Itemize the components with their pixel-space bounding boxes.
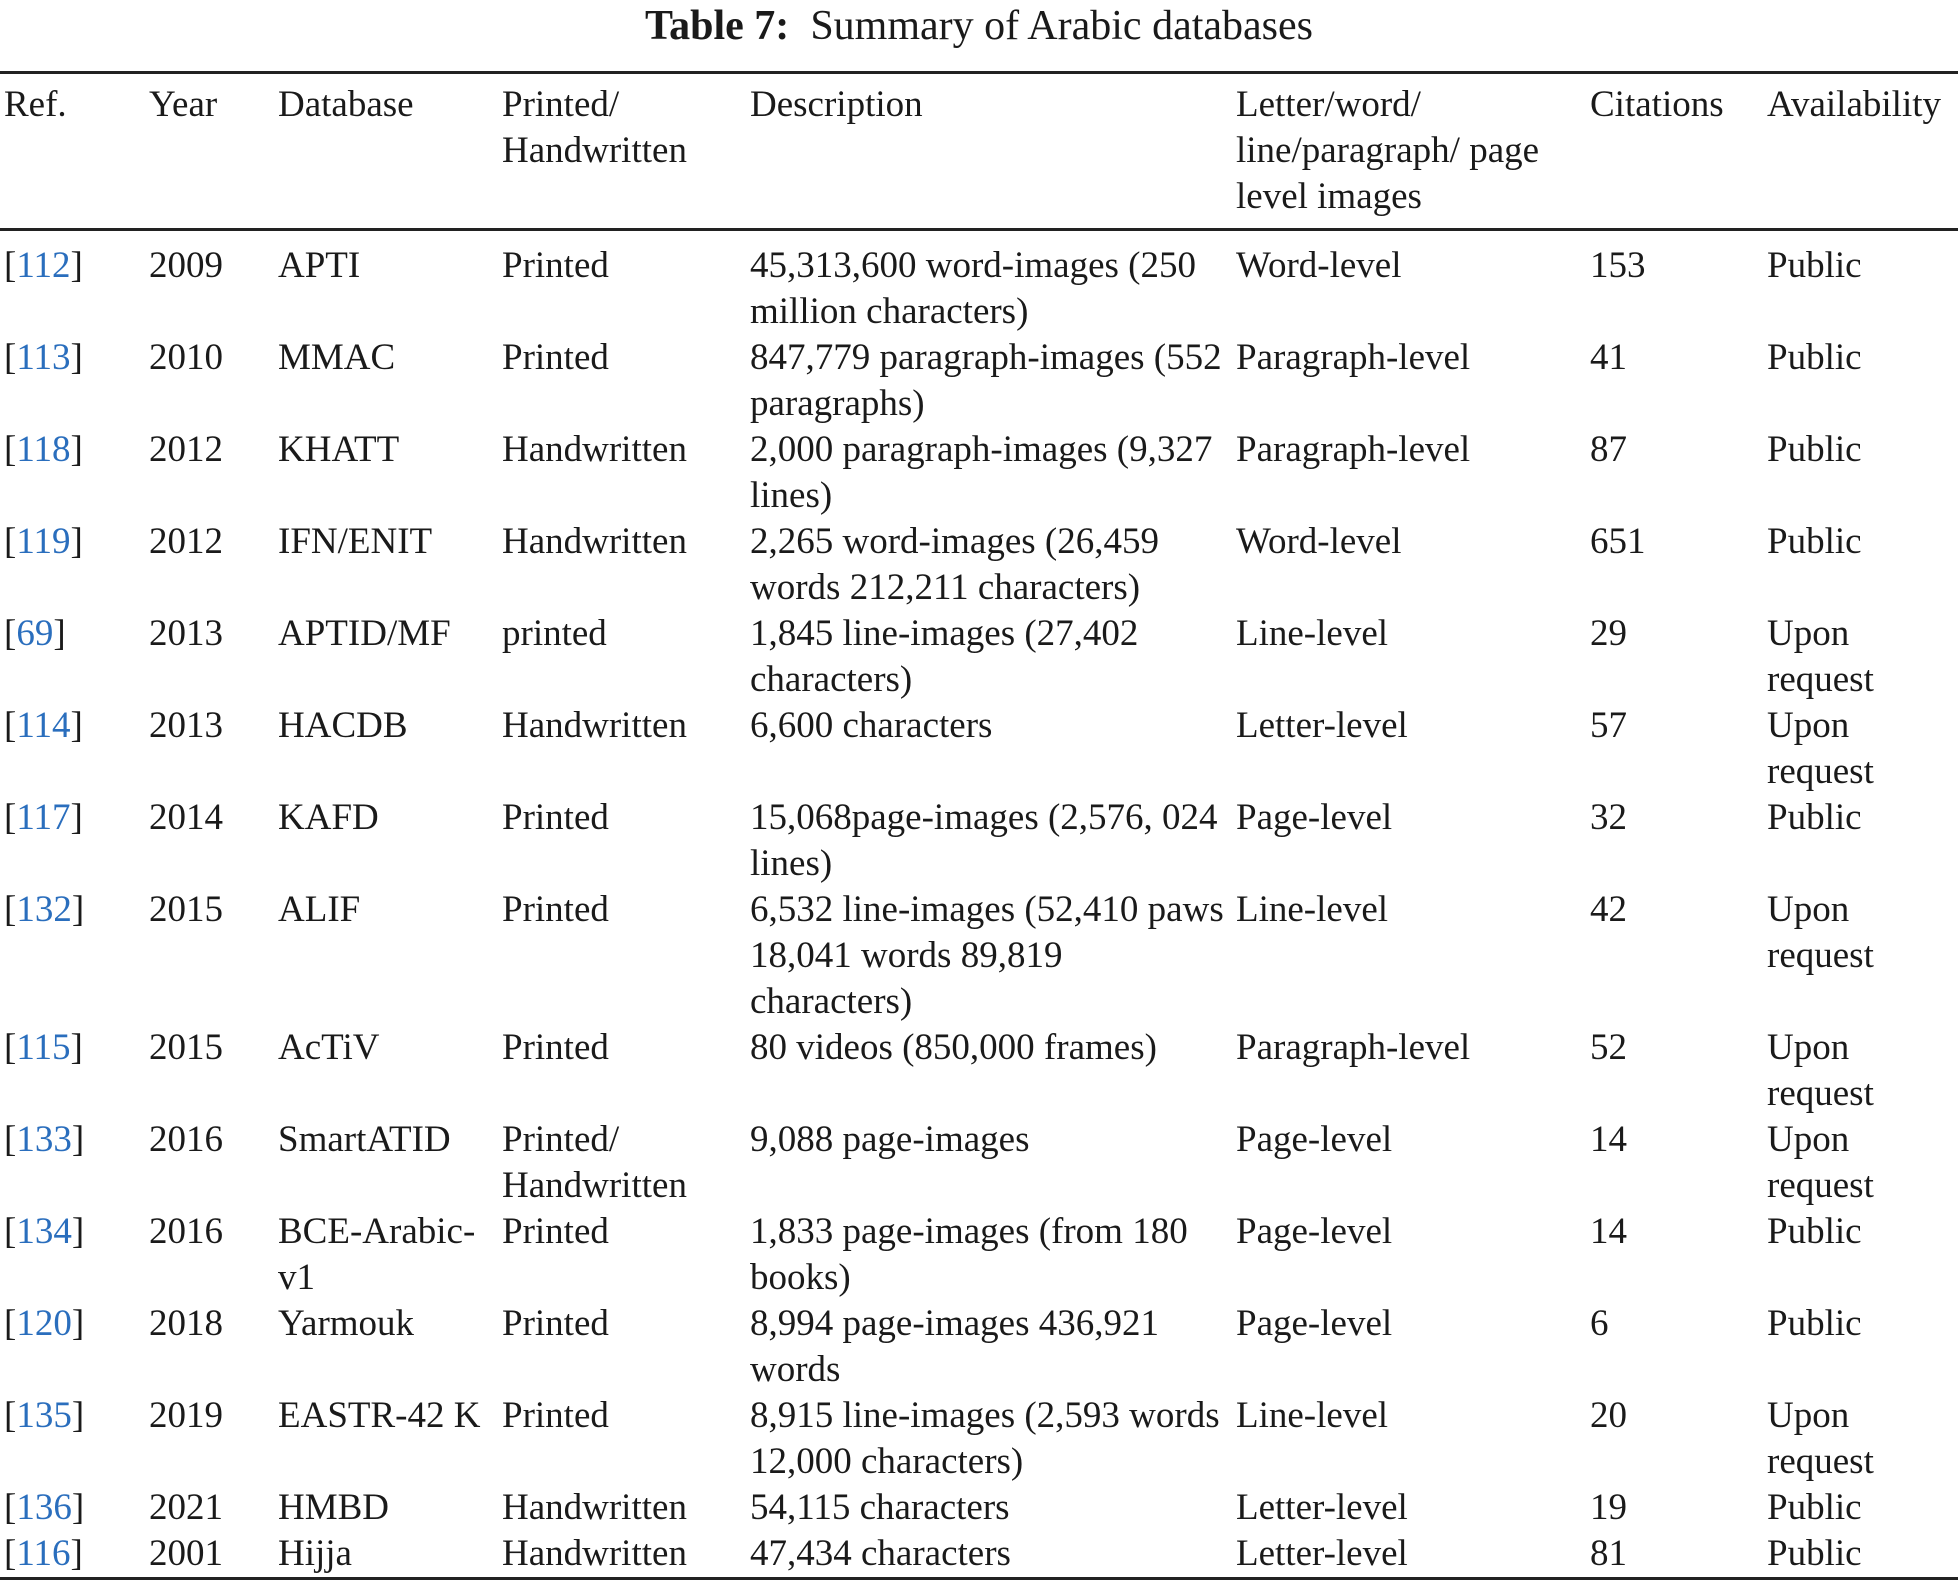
ref-open-bracket: [: [4, 245, 17, 286]
reference-link[interactable]: 115: [16, 1027, 71, 1068]
header-year: Year: [149, 84, 218, 125]
cell-ref: [0, 519, 145, 611]
cell-description: 8,994 page-images 436,921 words: [750, 1303, 1159, 1390]
table-row: [0, 703, 1958, 795]
cell-level: Line-level: [1236, 889, 1389, 930]
cell-citations: 29: [1590, 613, 1627, 654]
ref-open-bracket: [: [4, 1487, 17, 1528]
ref-close-bracket: ]: [70, 337, 83, 378]
cell-ref: [0, 611, 145, 703]
cell-availability: Public: [1767, 797, 1862, 838]
table-body: [0, 230, 1958, 1579]
cell-availability: Upon request: [1767, 1395, 1874, 1482]
cell-printed-handwritten: Handwritten: [502, 429, 687, 470]
cell-level: Page-level: [1236, 1119, 1393, 1160]
cell-citations: 6: [1590, 1303, 1609, 1344]
cell-ref: [0, 887, 145, 1025]
cell-printed-handwritten: Printed: [502, 245, 609, 286]
cell-year: 2012: [149, 429, 223, 470]
cell-level: Page-level: [1236, 1211, 1393, 1252]
cell-level: Line-level: [1236, 1395, 1389, 1436]
table-row: [0, 1531, 1958, 1579]
ref-open-bracket: [: [4, 429, 17, 470]
cell-level: Letter-level: [1236, 1487, 1408, 1528]
cell-availability: Public: [1767, 245, 1862, 286]
cell-database: EASTR-42 K: [278, 1395, 481, 1436]
cell-year: 2014: [149, 797, 223, 838]
ref-open-bracket: [: [4, 1533, 17, 1574]
cell-database: KHATT: [278, 429, 400, 470]
ref-open-bracket: [: [4, 1027, 17, 1068]
table-row: [0, 795, 1958, 887]
ref-close-bracket: ]: [70, 429, 83, 470]
cell-printed-handwritten: printed: [502, 613, 607, 654]
ref-open-bracket: [: [4, 1395, 17, 1436]
cell-printed-handwritten: Printed/ Handwritten: [502, 1119, 687, 1206]
cell-citations: 52: [1590, 1027, 1627, 1068]
header-availability: Availability: [1767, 84, 1941, 125]
ref-open-bracket: [: [4, 1303, 17, 1344]
header-printed-handwritten: Printed/ Handwritten: [502, 84, 687, 171]
reference-link[interactable]: 120: [16, 1303, 72, 1344]
cell-citations: 20: [1590, 1395, 1627, 1436]
cell-availability: Upon request: [1767, 1119, 1874, 1206]
cell-printed-handwritten: Printed: [502, 889, 609, 930]
cell-printed-handwritten: Printed: [502, 1395, 609, 1436]
ref-close-bracket: ]: [70, 245, 83, 286]
reference-link[interactable]: 133: [16, 1119, 72, 1160]
cell-citations: 57: [1590, 705, 1627, 746]
cell-ref: [0, 230, 145, 336]
header-description: Description: [750, 84, 923, 125]
header-database: Database: [278, 84, 414, 125]
cell-level: Page-level: [1236, 797, 1393, 838]
cell-availability: Public: [1767, 1211, 1862, 1252]
ref-open-bracket: [: [4, 797, 17, 838]
cell-ref: [0, 1117, 145, 1209]
cell-citations: 87: [1590, 429, 1627, 470]
table-caption-label: Table 7:: [644, 3, 790, 49]
cell-level: Paragraph-level: [1236, 429, 1471, 470]
cell-printed-handwritten: Printed: [502, 1027, 609, 1068]
ref-close-bracket: ]: [70, 1027, 83, 1068]
cell-ref: [0, 1485, 145, 1531]
cell-level: Line-level: [1236, 613, 1389, 654]
cell-description: 6,600 characters: [750, 705, 993, 746]
reference-link[interactable]: 134: [16, 1211, 72, 1252]
cell-year: 2010: [149, 337, 223, 378]
cell-printed-handwritten: Handwritten: [502, 521, 687, 562]
table-row: [0, 1025, 1958, 1117]
cell-printed-handwritten: Printed: [502, 1303, 609, 1344]
cell-description: 15,068page-images (2,576, 024 lines): [750, 797, 1218, 884]
cell-ref: [0, 335, 145, 427]
ref-close-bracket: ]: [70, 521, 83, 562]
ref-open-bracket: [: [4, 1119, 17, 1160]
ref-close-bracket: ]: [71, 1395, 85, 1436]
table-row: [0, 611, 1958, 703]
ref-close-bracket: ]: [70, 797, 83, 838]
cell-printed-handwritten: Handwritten: [502, 1487, 687, 1528]
cell-citations: 41: [1590, 337, 1627, 378]
cell-ref: [0, 427, 145, 519]
cell-year: 2013: [149, 613, 223, 654]
cell-database: ALIF: [278, 889, 361, 930]
cell-level: Letter-level: [1236, 1533, 1408, 1574]
cell-description: 9,088 page-images: [750, 1119, 1030, 1160]
cell-year: 2009: [149, 245, 223, 286]
cell-description: 2,265 word-images (26,459 words 212,211 characters): [750, 521, 1159, 608]
reference-link[interactable]: 119: [16, 521, 71, 562]
cell-level: Word-level: [1236, 521, 1402, 562]
cell-citations: 153: [1590, 245, 1646, 286]
cell-availability: Upon request: [1767, 1027, 1874, 1114]
table-header: [0, 73, 1958, 230]
ref-open-bracket: [: [4, 337, 17, 378]
reference-link[interactable]: 135: [16, 1395, 72, 1436]
cell-availability: Public: [1767, 1533, 1862, 1574]
ref-close-bracket: ]: [70, 1533, 83, 1574]
cell-ref: [0, 1025, 145, 1117]
cell-citations: 651: [1590, 521, 1646, 562]
ref-open-bracket: [: [4, 889, 17, 930]
ref-close-bracket: ]: [71, 1487, 85, 1528]
cell-description: 8,915 line-images (2,593 words 12,000 characters): [750, 1395, 1220, 1482]
header-ref: Ref.: [4, 84, 67, 125]
cell-database: HMBD: [278, 1487, 390, 1528]
reference-link[interactable]: 116: [16, 1533, 71, 1574]
ref-close-bracket: ]: [71, 889, 85, 930]
ref-open-bracket: [: [4, 613, 17, 654]
cell-level: Page-level: [1236, 1303, 1393, 1344]
table-row: [0, 887, 1958, 1025]
table-row: [0, 1209, 1958, 1301]
cell-description: 6,532 line-images (52,410 paws 18,041 words 89,819 characters): [750, 889, 1224, 1022]
cell-printed-handwritten: Printed: [502, 337, 609, 378]
cell-year: 2019: [149, 1395, 223, 1436]
reference-link[interactable]: 112: [16, 245, 71, 286]
cell-description: 1,833 page-images (from 180 books): [750, 1211, 1188, 1298]
reference-link[interactable]: 69: [16, 613, 54, 654]
cell-level: Paragraph-level: [1236, 337, 1471, 378]
cell-year: 2001: [149, 1533, 223, 1574]
cell-citations: 42: [1590, 889, 1627, 930]
header-citations: Citations: [1590, 84, 1724, 125]
cell-description: 1,845 line-images (27,402 characters): [750, 613, 1139, 700]
cell-availability: Upon request: [1767, 613, 1874, 700]
cell-description: 54,115 characters: [750, 1487, 1010, 1528]
cell-printed-handwritten: Printed: [502, 797, 609, 838]
cell-citations: 19: [1590, 1487, 1627, 1528]
cell-year: 2015: [149, 1027, 223, 1068]
cell-description: 80 videos (850,000 frames): [750, 1027, 1157, 1068]
ref-close-bracket: ]: [71, 1211, 85, 1252]
cell-ref: [0, 795, 145, 887]
cell-description: 2,000 paragraph-images (9,327 lines): [750, 429, 1213, 516]
cell-database: APTI: [278, 245, 361, 286]
table-caption: [0, 0, 1958, 52]
cell-database: HACDB: [278, 705, 408, 746]
ref-close-bracket: ]: [71, 1119, 85, 1160]
reference-link[interactable]: 118: [16, 429, 71, 470]
table-row: [0, 519, 1958, 611]
cell-ref: [0, 1393, 145, 1485]
reference-link[interactable]: 114: [16, 705, 71, 746]
cell-citations: 14: [1590, 1211, 1627, 1252]
cell-year: 2013: [149, 705, 223, 746]
ref-open-bracket: [: [4, 1211, 17, 1252]
cell-description: 847,779 paragraph-images (552 paragraphs): [750, 337, 1222, 424]
cell-citations: 32: [1590, 797, 1627, 838]
cell-citations: 81: [1590, 1533, 1627, 1574]
cell-year: 2012: [149, 521, 223, 562]
table-row: [0, 1393, 1958, 1485]
table-row: [0, 1301, 1958, 1393]
cell-database: AcTiV: [278, 1027, 380, 1068]
cell-availability: Public: [1767, 1487, 1862, 1528]
cell-availability: Public: [1767, 337, 1862, 378]
cell-availability: Upon request: [1767, 705, 1874, 792]
cell-year: 2015: [149, 889, 223, 930]
reference-link[interactable]: 113: [16, 337, 71, 378]
cell-year: 2018: [149, 1303, 223, 1344]
cell-database: APTID/MF: [278, 613, 451, 654]
header-row: [0, 73, 1958, 230]
cell-level: Letter-level: [1236, 705, 1408, 746]
cell-printed-handwritten: Printed: [502, 1211, 609, 1252]
cell-database: IFN/ENIT: [278, 521, 433, 562]
ref-close-bracket: ]: [71, 1303, 85, 1344]
cell-availability: Upon request: [1767, 889, 1874, 976]
ref-open-bracket: [: [4, 521, 17, 562]
cell-citations: 14: [1590, 1119, 1627, 1160]
cell-year: 2016: [149, 1119, 223, 1160]
ref-open-bracket: [: [4, 705, 17, 746]
cell-year: 2016: [149, 1211, 223, 1252]
cell-ref: [0, 1301, 145, 1393]
cell-availability: Public: [1767, 1303, 1862, 1344]
cell-database: BCE-Arabic-v1: [278, 1211, 476, 1298]
table-row: [0, 427, 1958, 519]
reference-link[interactable]: 136: [16, 1487, 72, 1528]
cell-availability: Public: [1767, 429, 1862, 470]
cell-ref: [0, 1209, 145, 1301]
ref-close-bracket: ]: [70, 705, 83, 746]
table-row: [0, 1117, 1958, 1209]
cell-database: KAFD: [278, 797, 379, 838]
reference-link[interactable]: 132: [16, 889, 72, 930]
reference-link[interactable]: 117: [16, 797, 71, 838]
cell-printed-handwritten: Handwritten: [502, 1533, 687, 1574]
cell-description: 45,313,600 word-images (250 million characters): [750, 245, 1196, 332]
arabic-databases-table: [0, 71, 1958, 1580]
cell-level: Paragraph-level: [1236, 1027, 1471, 1068]
table-caption-title: Summary of Arabic databases: [810, 3, 1313, 49]
cell-level: Word-level: [1236, 245, 1402, 286]
cell-printed-handwritten: Handwritten: [502, 705, 687, 746]
cell-database: Yarmouk: [278, 1303, 415, 1344]
cell-ref: [0, 703, 145, 795]
cell-description: 47,434 characters: [750, 1533, 1011, 1574]
table-row: [0, 335, 1958, 427]
cell-database: MMAC: [278, 337, 396, 378]
cell-database: SmartATID: [278, 1119, 451, 1160]
cell-year: 2021: [149, 1487, 223, 1528]
cell-ref: [0, 1531, 145, 1579]
ref-close-bracket: ]: [53, 613, 66, 654]
table-row: [0, 1485, 1958, 1531]
cell-database: Hijja: [278, 1533, 352, 1574]
cell-availability: Public: [1767, 521, 1862, 562]
table-row: [0, 230, 1958, 336]
header-level: Letter/word/ line/paragraph/ page level images: [1236, 84, 1540, 217]
